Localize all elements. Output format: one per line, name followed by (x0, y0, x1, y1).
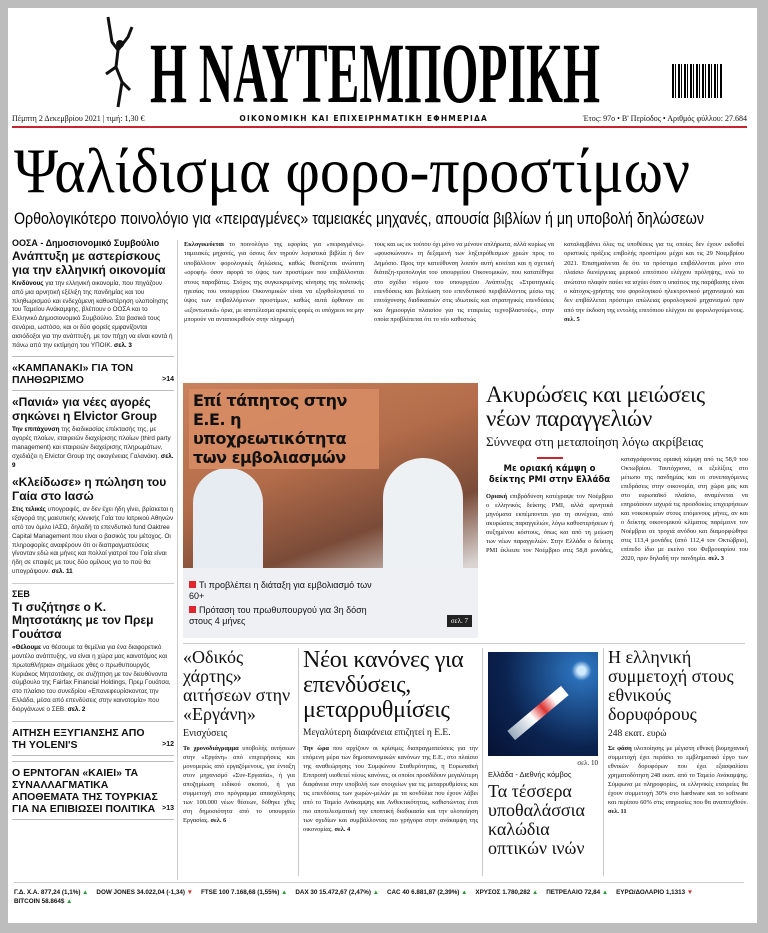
ticker-item (387, 888, 467, 897)
pmi-article (486, 383, 748, 563)
medic-figure (193, 468, 263, 578)
ticker-label: Γ.Δ. Χ.Α. 877,24 (1,1%) (14, 889, 81, 896)
arrow-down-icon: ▼ (685, 889, 694, 896)
divider (12, 126, 747, 128)
arrow-up-icon: ▲ (80, 889, 89, 896)
article-title[interactable]: «Οδικός χάρτης» αιτήσεων στην «Εργάνη» (183, 647, 291, 724)
photo-bullet: Τι προβλέπει η διάταξη για εμβολιασμό των 60+ (189, 580, 372, 601)
ticker-item (546, 888, 608, 897)
masthead-title: Η ΝΑΥΤΕΜΠΟΡΙΚΗ (150, 25, 600, 121)
pmi-callout: Με οριακή κάμψη ο δείκτης PMI στην Ελλάδα (486, 455, 613, 492)
vaccination-photo[interactable] (183, 383, 478, 633)
arrow-up-icon: ▲ (279, 889, 288, 896)
ref-item[interactable]: ΑΙΤΗΣΗ ΕΞΥΓΙΑΝΣΗΣ ΑΠΟ ΤΗ YOLENI'S >12 (12, 721, 174, 756)
cables-article (488, 652, 598, 858)
ticker-label: ΠΕΤΡΕΛΑΙΟ 72,84 (546, 889, 601, 896)
arrow-up-icon: ▲ (370, 889, 379, 896)
article-text: Οριακή επιβράδυνση κατέγραψε τον Νοέμβριο ο ελληνικός δείκτης PMI, αλλά αρνητικά μηνύματα εκπέμπονται για τη συνέχεια, από ακυρώσεις παραγγελιών, λόγω καθυστερήσεων ή αυξημένου κόστους, όπως και από τη μείωση των νέων παραγγελιών. Στην Ελλάδα ο δείκτης PMI έκλεισε τον Νοέμβριο στις 58,8 μονάδες, καταγράφοντας οριακή κάμψη από τις 58,9 του Οκτωβρίου. Ταυτόχρονα, οι εξελίξεις στο μέτωπο της πανδημίας και οι συνεπαγόμενες επιδράσεις στην οικονομία, στη χώρα μας και στο ευρωπαϊκό πλαίσιο, αναμένεται να επηρεάσουν ισχυρά τις προσδοκίες επιχειρήσεων και νοικοκυριών στους επόμενους μήνες, αν και ο δείκτης οικονομικού κλίματος παρέμεινε τον Νοέμβριο σε τροχιά ανόδου και διαμορφώθηκε στις 113,4 μονάδες (από 112,4 τον Οκτώβριο), επίπεδο ίδιο με εκείνο του Φεβρουαρίου του 2020, πριν δηλαδή την πανδημία. σελ. 3 (486, 456, 748, 562)
ticker-item (616, 888, 693, 897)
photo-caption: Επί τάπητος στην Ε.Ε. η υποχρεωτικότητα των εμβολιασμών (189, 389, 379, 469)
article-subtitle: Μεγαλύτερη διαφάνεια επιζητεί η Ε.Ε. (303, 728, 451, 738)
lead-col-3: καταλαμβάνει όλες τις υποθέσεις για τις οποίες δεν έχουν εκδοθεί οριστικές πράξεις επιβολής προστίμου μέχρι και τις 29 Νοεμβρίου 2021. Επισημαίνεται δε ότι τα πρόστιμα επιβάλλονται μόνο στο πλαίσιο διενέργειας μερικού επιτόπιου ελέγχου πρόληψης, ενώ το ανώτατο πλαφόν παύει να ισχύει όταν ο υπαίτιος της παράβασης είναι ο κάτοχος-χρήστης του φορολογικού ηλεκτρονικού μηχανισμού και δεν επιβάλλεται πρόστιμο απώλειας φορολογικού μηχανισμού πριν από την έκδοση της εντολής επιτόπιου ελέγχου σε φορολογούμενους. σελ. 5 (564, 241, 744, 324)
column-divider (603, 648, 604, 876)
lead-subhead-wrap (12, 207, 712, 231)
article-title[interactable]: Νέοι κανόνες για επενδύσεις, μεταρρυθμίσεις (303, 647, 464, 723)
ticker-label: ΧΡΥΣΟΣ 1.780,282 (475, 889, 531, 896)
ref-item[interactable]: Ο ΕΡΝΤΟΓΑΝ «ΚΑΙΕΙ» ΤΑ ΣΥΝΑΛΛΑΓΜΑΤΙΚΑ ΑΠΟΘΕΜΑΤΑ ΤΗΣ ΤΟΥΡΚΙΑΣ ΓΙΑ ΝΑ ΕΠΙΒΙΩΣΕΙ ΠΟΛΙΤΙΚΑ >13 (12, 761, 174, 820)
ticker-item (96, 888, 193, 897)
lead-col-2: τους και ως εκ τούτου όχι μόνο να μένουν απλήρωτα, αλλά κυρίως να «φουσκώνουν» τη δεξαμενή των ληξιπρόθεσμων χρεών προς το Δημόσιο. Προς την κατεύθυνση λοιπόν αυτή κινείται και η σχετική διάταξη-τροπολογία του υπουργείου Οικονομικών, που κατατέθηκε στο σχέδιο νόμου του υπουργείου Ανάπτυξης «Στρατηγικές επενδύσεις και βελτίωση του επενδυτικού περιβάλλοντος μέσω της επιτάχυνσης διαδικασιών στις ιδιωτικές και στρατηγικές επενδύσεις και δημιουργία πλαισίου για τις εταιρείες τεχνοβλαστούς», στην οποία προβλέπεται ότι το νέο καθεστώς (374, 241, 554, 324)
tagline: ΟΙΚΟΝΟΜΙΚΗ ΚΑΙ ΕΠΙΧΕΙΡΗΜΑΤΙΚΗ ΕΦΗΜΕΡΙΔΑ (239, 114, 488, 123)
article-text: «Θέλουμε να θέσουμε τα θεμέλια για ένα διαφορετικό μοντέλο ανάπτυξης, να είναι η χώρα μας καινοτόμος και πρωταθλήτρια» σημείωσε χθες ο πρωθυπουργός Κυριάκος Μητσοτάκης, σε συζήτηση με τον διευθύνοντα σύμβουλο της Fairfax Financial Holdings, Πρεμ Γουάτσα, στο πλαίσιο του συνεδρίου «Επανεφευρίσκοντας την Ελλάδα, μέσα από επενδύσεις στην καινοτομία» που διοργάνωνε ο ΣΕΒ. σελ. 2 (12, 644, 171, 713)
kicker: ΣΕΒ (12, 588, 30, 599)
page-ref: σελ. 10 (577, 759, 598, 767)
market-ticker (14, 888, 744, 906)
barcode (672, 64, 722, 98)
ergani-article (183, 648, 295, 825)
arrow-down-icon: ▼ (184, 889, 193, 896)
fiber-cable-image[interactable] (488, 652, 598, 756)
ticker-label: CAC 40 6.881,87 (2,39%) (386, 889, 460, 896)
arrow-up-icon: ▲ (64, 898, 73, 905)
ticker-label: FTSE 100 7.168,68 (1,55%) (200, 889, 280, 896)
article-subtitle: Σύννεφα στη μεταποίηση λόγω ακρίβειας (486, 434, 704, 449)
divider (12, 583, 174, 584)
ticker-label: ΕΥΡΩ/ΔΟΛΑΡΙΟ 1,1313 (616, 889, 686, 896)
article-title[interactable]: Ακυρώσεις και μειώσεις νέων παραγγελιών (486, 382, 705, 431)
article-title[interactable]: «Πανιά» για νέες αγορές σηκώνει η Elvictor Group (12, 395, 158, 423)
photo-bullet: Πρόταση του πρωθυπουργού για 3η δόση στους 4 μήνες (189, 605, 367, 626)
article-title[interactable]: «Κλείδωσε» η πώληση του Γαία στο Ιασώ (12, 475, 167, 503)
lead-body (184, 240, 744, 325)
issue-info: Έτος: 97ο • Β' Περίοδος • Αριθμός φύλλου: 27.684 (582, 114, 747, 123)
arrow-up-icon: ▲ (600, 889, 609, 896)
satellites-article (608, 648, 748, 816)
article-title[interactable]: Τα τέσσερα υποθαλάσσια καλώδια οπτικών ινών (488, 781, 585, 858)
ticker-label: DOW JONES 34.022,04 (-1,34) (96, 889, 185, 896)
arrow-up-icon: ▲ (530, 889, 539, 896)
lead-subhead: Ορθολογικότερο ποινολόγιο για «πειραγμένες» ταμειακές μηχανές, απουσία βιβλίων ή μη υποβολή δηλώσεων (14, 209, 704, 228)
column-divider (298, 648, 299, 876)
ticker-item (475, 888, 538, 897)
info-line (12, 114, 747, 123)
arrow-up-icon: ▲ (459, 889, 468, 896)
article-text: Κινδύνους για την ελληνική οικονομία, που πηγάζουν από μια αρνητική εξέλιξη της πανδημίας και του πληθωρισμού και ενδεχόμενη καθυστέρηση υλοποίησης του Ταμείου Ανάκαμψης, βλέπουν ο ΟΟΣΑ και το Ελληνικό Δημοσιονομικό Συμβούλιο. Στα βασικά τους σενάρια, ωστόσο, και οι δύο φορείς εμφανίζονται αισιόδοξοι για την ανάπτυξη, με τον πήχη να είναι κοντά ή πάνω από την εκτίμηση του ΥΠΟΙΚ. σελ. 3 (12, 280, 173, 349)
ticker-label: DAX 30 15.472,67 (2,47%) (295, 889, 371, 896)
article-text: Την ώρα που αρχίζουν οι κρίσιμες διαπραγματεύσεις για την επόμενη μέρα των δημοσιονομικών κανόνων της Ε.Ε., στο πλαίσιο της αναθεώρησης του Συμφώνου Σταθερότητας, η Ευρωπαϊκή Επιτροπή υιοθετεί νέους κανόνες, οι οποίοι προσδίδουν μεγαλύτερη διαφάνεια στην υποβολή των στοιχείων για τις μεταρρυθμίσεις και τις επενδύσεις των χωρών-μελών με τα κονδύλια που έχουν λάβει από το Ταμείο Ανάκαμψης και Ανθεκτικότητας, καθιστώντας έτσι πιο αποτελεσματική την εποπτική διαδικασία και την υλοποίηση των σχεδίων και συμβάλλοντας πιο γρήγορα στην ανάκαμψη της οικονομίας. σελ. 4 (303, 745, 479, 833)
lead-col-1: Εκλογικεύεται το ποινολόγιο της εφορίας για «πειραγμένες» ταμειακές μηχανές, για όσους δεν τηρούν λογιστικά βιβλία ή δεν υποβάλλουν φορολογικές δηλώσεις, καθώς θεσπίζεται ανώτατη «οροφή» όσον αφορά το ύψος των προστίμων που επιβάλλονται στους παραβάτες. Στόχος της συγκεκριμένης κίνησης της πολιτικής ηγεσίας του υπουργείου Οικονομικών είναι να εξορθολογιστεί το ύψος των επιβαλλόμενων προστίμων, καθώς αυτά έφθαναν σε «εξοντωτικά» όρια, με αποτέλεσμα αρκετές φορές οι υπόχρεοι να μην μπορούν να ανταποκριθούν στην πληρωμή (184, 241, 364, 324)
column-divider (177, 240, 178, 880)
kicker: Ενισχύσεις (183, 728, 228, 739)
column-divider (482, 648, 483, 876)
article-text: Σε φάση υλοποίησης με μέγιστη εθνική βιομηχανική συμμετοχή έχει περάσει το εμβληματικό έργο των εθνικών δορυφόρων που έχει εξασφαλίσει χρηματοδότηση 248 εκατ. από το Ταμείο Ανάκαμψης. Σύμφωνα με πληροφορίες, οι ελληνικές εταιρείες θα έχουν συμμετοχή 30% στο hardware και το software και περίπου 60% στις υπηρεσίες που θα αναπτυχθούν. σελ. 11 (608, 745, 748, 815)
article-text: Στις τελικές υπογραφές, αν δεν έχει ήδη γίνει, βρίσκεται η εξαγορά της μαιευτικής κλινικής Γαία του Ιατρικού Αθηνών από τον όμιλο ΙΑΣΩ, δηλαδή το επενδυτικό fund Oaktree Capital Management που είναι ο βασικός του μέτοχος. Οι πληροφορίες αναφέρουν ότι οι διαπραγματεύσεις γίνονταν εδώ και μήνες και πολλοί γιατροί του Γαία είναι ήδη σε επαφές με τους δύο ομίλους για το πού θα υπογράψουν. σελ. 11 (12, 506, 174, 575)
article-title[interactable]: Τι συζήτησε ο Κ. Μητσοτάκης με τον Πρεμ Γουάτσα (12, 599, 154, 641)
article-subtitle: 248 εκατ. ευρώ (608, 729, 667, 739)
lead-headline-wrap (12, 132, 712, 206)
ticker-item (201, 888, 287, 897)
ticker-label: BITCOIN 58.864$ (14, 898, 65, 905)
ticker-item (14, 897, 72, 906)
hermes-logo-icon (98, 12, 138, 112)
article-text: Το χρονοδιάγραμμα υποβολής αιτήσεων στην «Εργάνη» από επιχειρήσεις και μονομερώς από εργαζόμενους, για ένταξη στον μηχανισμό «Συν-Εργασία», ή για αποζημίωση ειδικού σκοπού, ή για συμμετοχή στο πρόγραμμα απασχόλησης των 100.000 νέων θέσεων, δόθηκε χθες στη δημοσιότητα από το υπουργείο Εργασίας. σελ. 6 (183, 745, 295, 824)
medic-figure (383, 458, 463, 578)
left-column (12, 238, 174, 825)
lead-headline: Ψαλίδισμα φορο-προστίμων (14, 135, 690, 206)
photo-bullets (189, 580, 379, 627)
article-title[interactable]: Ανάπτυξη με αστερίσκους για την ελληνική οικονομία (12, 249, 166, 277)
article-title[interactable]: Η ελληνική συμμετοχή στους εθνικούς δορυφόρους (608, 647, 734, 724)
ref-item[interactable]: «ΚΑΜΠΑΝΑΚΙ» ΓΙΑ ΤΟΝ ΠΛΗΘΩΡΙΣΜΟ >14 (12, 356, 174, 391)
divider (183, 643, 745, 644)
date-price: Πέμπτη 2 Δεκεμβρίου 2021 | τιμή: 1,30 € (12, 114, 145, 123)
kicker: ΟΟΣΑ - Δημοσιονομικό Συμβούλιο (12, 238, 160, 248)
article-text: Την επιτάχυνση της διαδικασίας επέκτασής της, με αγορές πλοίων, εταιρειών διαχείρισης πλοίων (third party management) και εταιρειών διαχείρισης πληρωμάτων, σχεδιάζει η Elvictor Group της οικογένειας Γαλανάκη. σελ. 9 (12, 426, 174, 469)
article-text-columns (486, 455, 748, 563)
kicker: Ελλάδα - Διεθνής κόμβος (488, 770, 572, 779)
ticker-item (14, 888, 88, 897)
ticker-item (295, 888, 379, 897)
page-ref: σελ. 7 (447, 615, 472, 627)
divider (14, 882, 744, 883)
rules-article (303, 648, 478, 834)
